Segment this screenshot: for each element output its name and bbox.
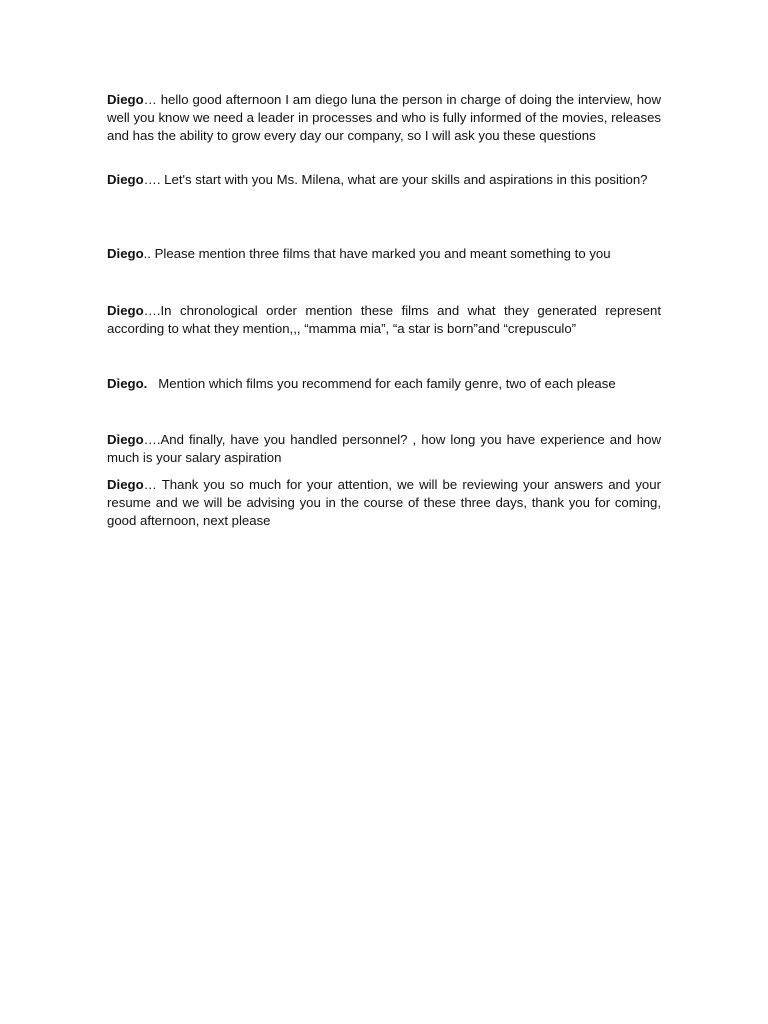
- dialogue-paragraph: [107, 431, 661, 467]
- speaker-name: Diego: [107, 172, 144, 187]
- speaker-name: Diego.: [107, 376, 148, 391]
- speaker-name: Diego: [107, 246, 144, 261]
- dialogue-paragraph: [107, 171, 661, 189]
- dialogue-text: ….And finally, have you handled personnel? , how long you have experience and how much is your salary aspiration: [107, 432, 661, 465]
- dialogue-text: ….In chronological order mention these films and what they generated represent according to what they mention,,, “mamma mia”, “a star is born”and “crepusculo”: [107, 303, 661, 336]
- dialogue-paragraph: [107, 245, 661, 263]
- dialogue-paragraph: [107, 302, 661, 338]
- dialogue-text: .. Please mention three films that have marked you and meant something to you: [143, 246, 611, 261]
- dialogue-text: …. Let's start with you Ms. Milena, what are your skills and aspirations in this position?: [143, 172, 648, 187]
- dialogue-text: … hello good afternoon I am diego luna the person in charge of doing the interview, how well you know we need a leader in processes and who is fully informed of the movies, releases and has the ability to grow every day our company, so I will ask you these questions: [107, 92, 661, 143]
- dialogue-text: Mention which films you recommend for each family genre, two of each please: [147, 376, 616, 391]
- dialogue-paragraph: [107, 476, 661, 530]
- dialogue-paragraph: [107, 375, 661, 393]
- speaker-name: Diego: [107, 92, 144, 107]
- speaker-name: Diego: [107, 432, 144, 447]
- speaker-name: Diego: [107, 477, 144, 492]
- dialogue-text: … Thank you so much for your attention, we will be reviewing your answers and your resume and we will be advising you in the course of these three days, thank you for coming, good afternoon, next please: [107, 477, 661, 528]
- dialogue-paragraph: [107, 91, 661, 145]
- speaker-name: Diego: [107, 303, 144, 318]
